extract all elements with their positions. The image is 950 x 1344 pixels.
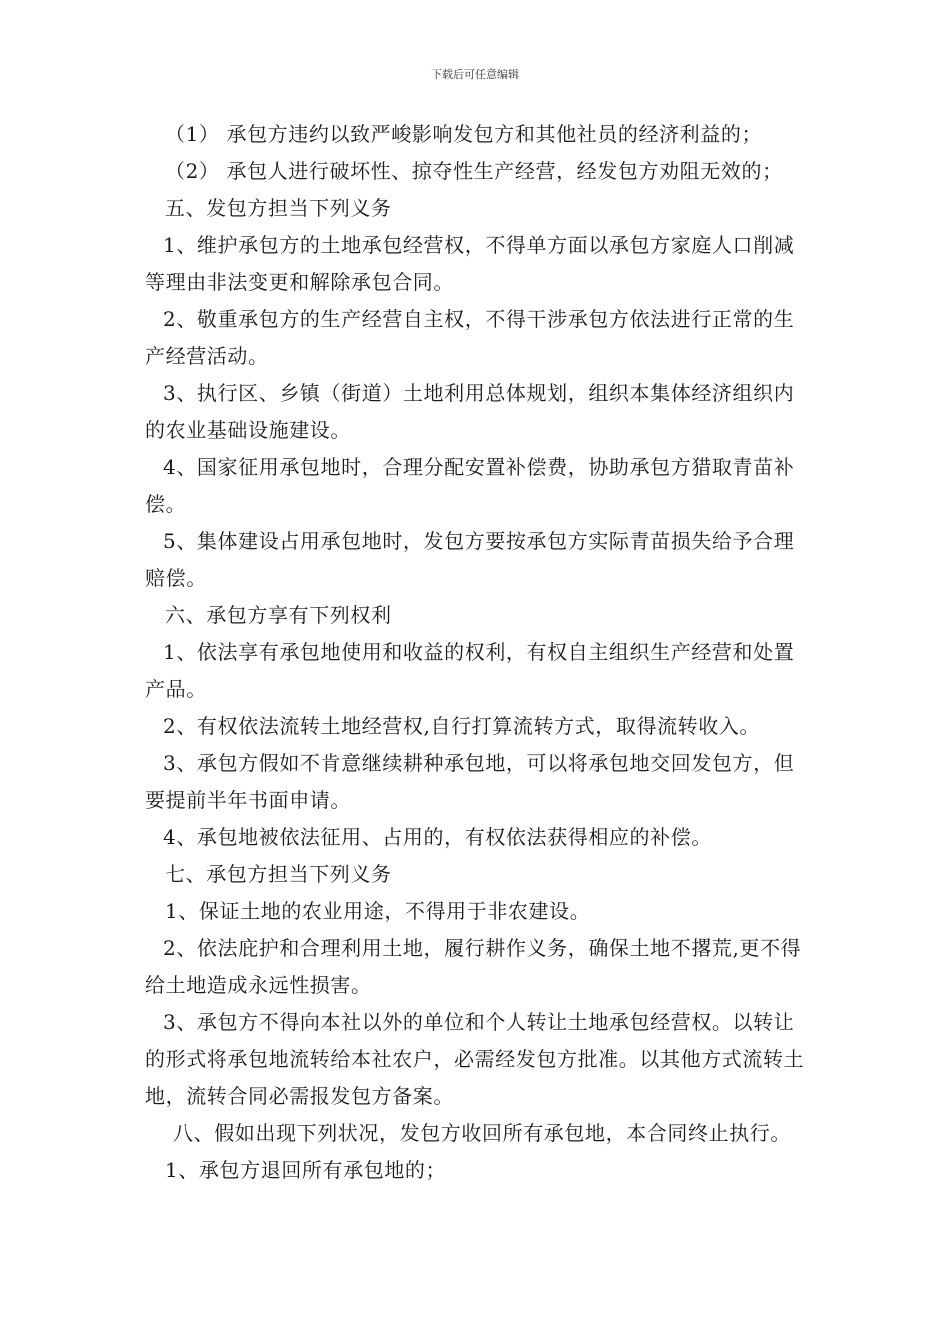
- section6-item-1: 1、依法享有承包地使用和收益的权利，有权自主组织生产经营和处置产品。: [145, 640, 795, 701]
- section5-item-4: 4、国家征用承包地时，合理分配安置补偿费，协助承包方猎取青苗补偿。: [145, 455, 795, 516]
- section-heading-5: 五、发包方担当下列义务: [165, 196, 392, 220]
- section7-item-3: 3、承包方不得向本社以外的单位和个人转让土地承包经营权。以转让的形式将承包地流转给本社农户，必需经发包方批准。以其他方式流转土地，流转合同必需报发包方备案。: [145, 1010, 805, 1108]
- section6-item-4: 4、承包地被依法征用、占用的，有权依法获得相应的补偿。: [163, 825, 712, 849]
- clause-item-2: （2） 承包人进行破坏性、掠夺性生产经营，经发包方劝阻无效的；: [165, 159, 783, 183]
- section-heading-6: 六、承包方享有下列权利: [165, 603, 392, 627]
- page-header-note: 下载后可任意编辑: [431, 68, 519, 81]
- section7-item-1: 1、保证土地的农业用途，不得用于非农建设。: [165, 899, 591, 923]
- section5-item-2: 2、敬重承包方的生产经营自主权，不得干涉承包方依法进行正常的生产经营活动。: [145, 307, 795, 368]
- section-heading-7: 七、承包方担当下列义务: [165, 862, 392, 886]
- section5-item-3: 3、执行区、乡镇（街道）土地利用总体规划，组织本集体经济组织内的农业基础设施建设。: [145, 381, 795, 442]
- document-body: [145, 116, 813, 1189]
- section-heading-8: 八、假如出现下列状况，发包方收回所有承包地，本合同终止执行。: [173, 1121, 791, 1145]
- section6-item-3: 3、承包方假如不肯意继续耕种承包地，可以将承包地交回发包方，但要提前半年书面申请。: [145, 751, 795, 812]
- section8-item-1: 1、承包方退回所有承包地的；: [165, 1158, 447, 1182]
- section6-item-2: 2、有权依法流转土地经营权,自行打算流转方式，取得流转收入。: [163, 714, 761, 738]
- section5-item-1: 1、维护承包方的土地承包经营权，不得单方面以承包方家庭人口削减等理由非法变更和解除承包合同。: [145, 233, 795, 294]
- section5-item-5: 5、集体建设占用承包地时，发包方要按承包方实际青苗损失给予合理赔偿。: [145, 529, 795, 590]
- section7-item-2: 2、依法庇护和合理利用土地，履行耕作义务，确保土地不撂荒,更不得给土地造成永远性损害。: [145, 936, 802, 997]
- clause-item-1: （1） 承包方违约以致严峻影响发包方和其他社员的经济利益的；: [165, 122, 763, 146]
